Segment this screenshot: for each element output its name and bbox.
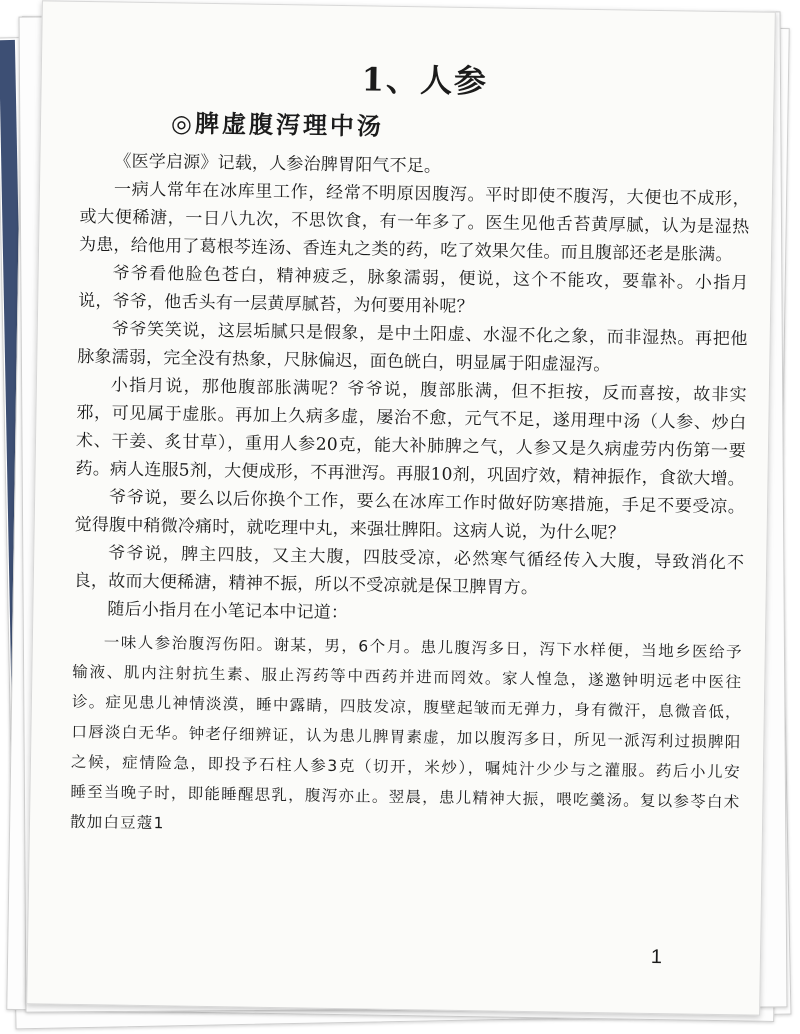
paragraph: 爷爷说，要么以后你换个工作，要么在冰库工作时做好防寒措施，手足不要受凉。觉得腹中稍微冷痛时，就吃理中丸，来强壮脾阳。这病人说，为什么呢？ xyxy=(74,487,746,544)
paragraph: 《医学启源》记载，人参治脾胃阳气不足。 xyxy=(114,151,442,177)
paragraph: 爷爷笑笑说，这层垢腻只是假象，是中土阳虚、水湿不化之象，而非湿热。再把他脉象濡弱，完全没有热象，尺脉偏迟，面色㿠白，明显属于阳虚湿泻。 xyxy=(77,319,748,376)
section-title: ◎脾虚腹泻理中汤 xyxy=(170,108,385,141)
case-note: 一味人参治腹泻伤阳。谢某，男，6个月。患儿腹泻多日，泻下水样便，当地乡医给予输液、肌内注射抗生素、服止泻药等中西药并进而罔效。家人惶急，遂邀钟明远老中医往诊。症见患儿神情淡漠，睡中露睛，四肢发凉，腹壁起皱而无弹力，身有微汗，息微音低，口唇淡白无华。钟老仔细辨证，认为患儿脾胃素虚，加以腹泻多日，所见一派泻利过损脾阳之候，症情险急，即投予石柱人参3克（切开，米炒），嘱炖汁少少与之灌服。药后小儿安睡至当晚子时，即能睡醒思乳，腹泻亦止。翌晨，患儿精神大振，喂吃羹汤。复以参苓白术散加白豆蔻1 xyxy=(69,633,743,833)
page-number: 1 xyxy=(650,945,663,969)
paragraph: 一病人常年在冰库里工作，经常不明原因腹泻。平时即使不腹泻，大便也不成形，或大便稀溏，一日八九次，不思饮食，有一年多了。医生见他舌苔黄厚腻，认为是湿热为患，给他用了葛根芩连汤、香连丸之类的药，吃了效果欠佳。而且腹部还老是胀满。 xyxy=(78,179,751,266)
paragraph: 爷爷看他脸色苍白，精神疲乏，脉象濡弱，便说，这个不能攻，要靠补。小指月说，爷爷，他舌头有一层黄厚腻苔，为何要用补呢？ xyxy=(78,263,749,318)
document-page xyxy=(26,0,776,1015)
chapter-title: 1、人参 xyxy=(361,60,489,101)
paragraph: 随后小指月在小笔记本中记道： xyxy=(107,599,349,624)
paragraph: 小指月说，那他腹部胀满呢？爷爷说，腹部胀满，但不拒按，反而喜按，故非实邪，可见属于虚胀。再加上久病多虚，屡治不愈，元气不足，遂用理中汤（人参、炒白术、干姜、炙甘草），重用人参20克，能大补肺脾之气，人参又是久病虚劳内伤第一要药。病人连服5剂，大便成形，不再泄泻。再服10剂，巩固疗效，精神振作，食欲大增。 xyxy=(75,375,747,490)
paragraph: 爷爷说，脾主四肢，又主大腹，四肢受凉，必然寒气循经传入大腹，导致消化不良，故而大便稀溏，精神不振，所以不受凉就是保卫脾胃方。 xyxy=(73,543,745,599)
